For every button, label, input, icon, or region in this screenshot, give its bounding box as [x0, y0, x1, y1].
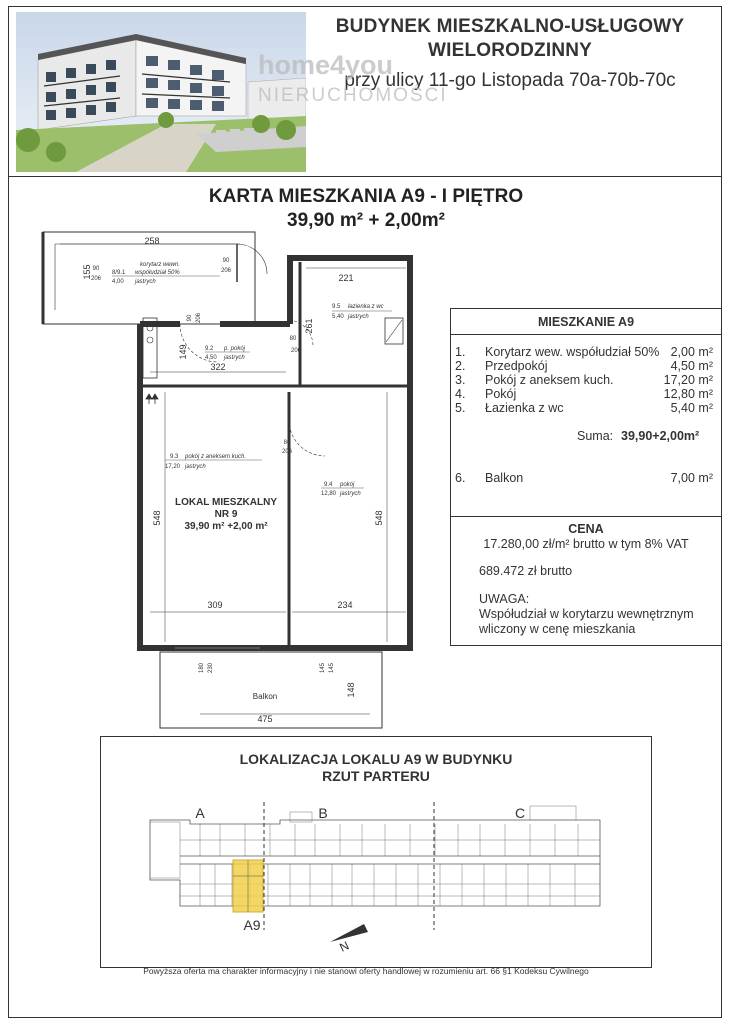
item-2-name: Przedpokój [485, 359, 548, 373]
dim-548-right: 548 [374, 510, 384, 526]
dim-155: 155 [82, 264, 92, 280]
card-area: 39,90 m² + 2,00m² [287, 210, 445, 231]
sum-label: Suma: [577, 429, 614, 443]
dim-149: 149 [178, 344, 188, 360]
dim-206b: 206 [220, 268, 232, 274]
dim-234: 234 [337, 600, 353, 610]
room4-area: 17,20 [165, 464, 181, 470]
dim-145b: 145 [329, 662, 335, 674]
dim-148: 148 [346, 682, 356, 698]
item-4-area: 12,80 m² [663, 387, 713, 401]
dim-90b: 90 [222, 258, 230, 264]
item-1-area: 2,00 m² [670, 345, 713, 359]
logo-watermark-sub: NIERUCHOMOŚCI [258, 85, 448, 106]
room4-name: pokój z aneksem kuch. [185, 454, 247, 460]
room3-area: 4,50 [205, 355, 217, 361]
item-1-name: Korytarz wew. współudział 50% [485, 345, 660, 359]
balcony-no: 6. [455, 471, 466, 485]
footer-disclaimer: Powyższa oferta ma charakter informacyjny i nie stanowi oferty handlowej w rozumieniu art. 66 §1 Kodeksu Cywilnego [143, 966, 589, 976]
unit-marker-a9: A9 [243, 917, 261, 933]
price-per-m2: 17.280,00 zł/m² brutto w tym 8% VAT [483, 537, 689, 551]
room5-area: 12,80 [321, 491, 337, 497]
dim-80a: 80 [289, 336, 297, 342]
dim-90a: 90 [92, 266, 100, 272]
room2-area: 5,40 [332, 314, 344, 320]
summary-title: MIESZKANIE A9 [537, 315, 635, 329]
item-3-area: 17,20 m² [663, 373, 713, 387]
item-1-no: 1. [455, 345, 466, 359]
sum-value: 39,90+2,00m² [621, 429, 700, 443]
dim-180: 180 [199, 662, 205, 674]
dim-80b: 80 [283, 440, 291, 446]
note-title: UWAGA: [479, 592, 530, 606]
item-4-no: 4. [455, 387, 466, 401]
header-line1: BUDYNEK MIESZKALNO-USŁUGOWY [335, 16, 685, 37]
dim-206c: 206 [196, 312, 202, 324]
room1-floor: jastrych [135, 279, 156, 285]
item-2-area: 4,50 m² [670, 359, 713, 373]
item-4-name: Pokój [485, 387, 517, 401]
section-label-c: C [514, 805, 526, 821]
room1-area: 4,00 [112, 279, 124, 285]
dim-90c: 90 [187, 314, 193, 322]
unit-label-3: 39,90 m² +2,00 m² [184, 521, 268, 532]
room2-name: łazienka z wc [348, 304, 384, 310]
item-2-no: 2. [455, 359, 466, 373]
section-label-a: A [195, 805, 205, 821]
north-label: N [337, 938, 352, 955]
dim-230: 230 [208, 662, 214, 674]
card-title: KARTA MIESZKANIA A9 - I PIĘTRO [208, 186, 524, 207]
dim-322: 322 [210, 362, 226, 372]
header-line2: WIELORODZINNY [427, 40, 593, 61]
dim-221: 221 [338, 273, 354, 283]
room3-floor: jastrych [224, 355, 245, 361]
balcony-area: 7,00 m² [670, 471, 713, 485]
dim-206e: 206 [281, 449, 293, 455]
room1-num: 8/9.1 [112, 270, 126, 276]
unit-label-1: LOKAL MIESZKALNY [174, 497, 278, 508]
item-5-name: Łazienka z wc [485, 401, 564, 415]
dim-206d: 206 [290, 348, 302, 354]
dim-206a: 206 [90, 276, 102, 282]
room1-name: korytarz wewn. [140, 262, 181, 268]
header-address: przy ulicy 11-go Listopada 70a-70b-70c [344, 70, 676, 91]
room3-num: 9.2 [205, 346, 214, 352]
price-title: CENA [568, 522, 604, 536]
dim-258: 258 [144, 236, 160, 246]
note-line1: Współudział w korytarzu wewnętrznym [479, 607, 694, 621]
item-5-no: 5. [455, 401, 466, 415]
note-line2: wliczony w cenę mieszkania [479, 622, 636, 636]
price-total: 689.472 zł brutto [479, 564, 573, 578]
room1-name2: współudział 50% [135, 270, 180, 276]
room5-name: pokój [340, 482, 355, 488]
room4-num: 9.3 [170, 454, 179, 460]
room4-floor: jastrych [185, 464, 206, 470]
item-3-no: 3. [455, 373, 466, 387]
location-title: LOKALIZACJA LOKALU A9 W BUDYNKU [239, 751, 513, 767]
dim-548-left: 548 [152, 510, 162, 526]
room2-floor: jastrych [348, 314, 369, 320]
room5-floor: jastrych [340, 491, 361, 497]
dim-145a: 145 [320, 662, 326, 674]
north-arrow-icon [330, 924, 368, 942]
item-5-area: 5,40 m² [670, 401, 713, 415]
dim-475: 475 [257, 714, 273, 724]
room2-num: 9.5 [332, 304, 341, 310]
logo-watermark: home4you [258, 50, 394, 80]
dim-261: 261 [304, 318, 314, 334]
item-3-name: Pokój z aneksem kuch. [485, 373, 614, 387]
room3-name: p. pokój [224, 346, 246, 352]
balcony-name: Balkon [485, 471, 524, 485]
dim-309: 309 [207, 600, 223, 610]
balcony-label: Balkon [252, 692, 278, 701]
section-label-b: B [318, 805, 328, 821]
room5-num: 9.4 [324, 482, 333, 488]
location-subtitle: RZUT PARTERU [322, 768, 430, 784]
unit-label-2: NR 9 [214, 509, 238, 520]
